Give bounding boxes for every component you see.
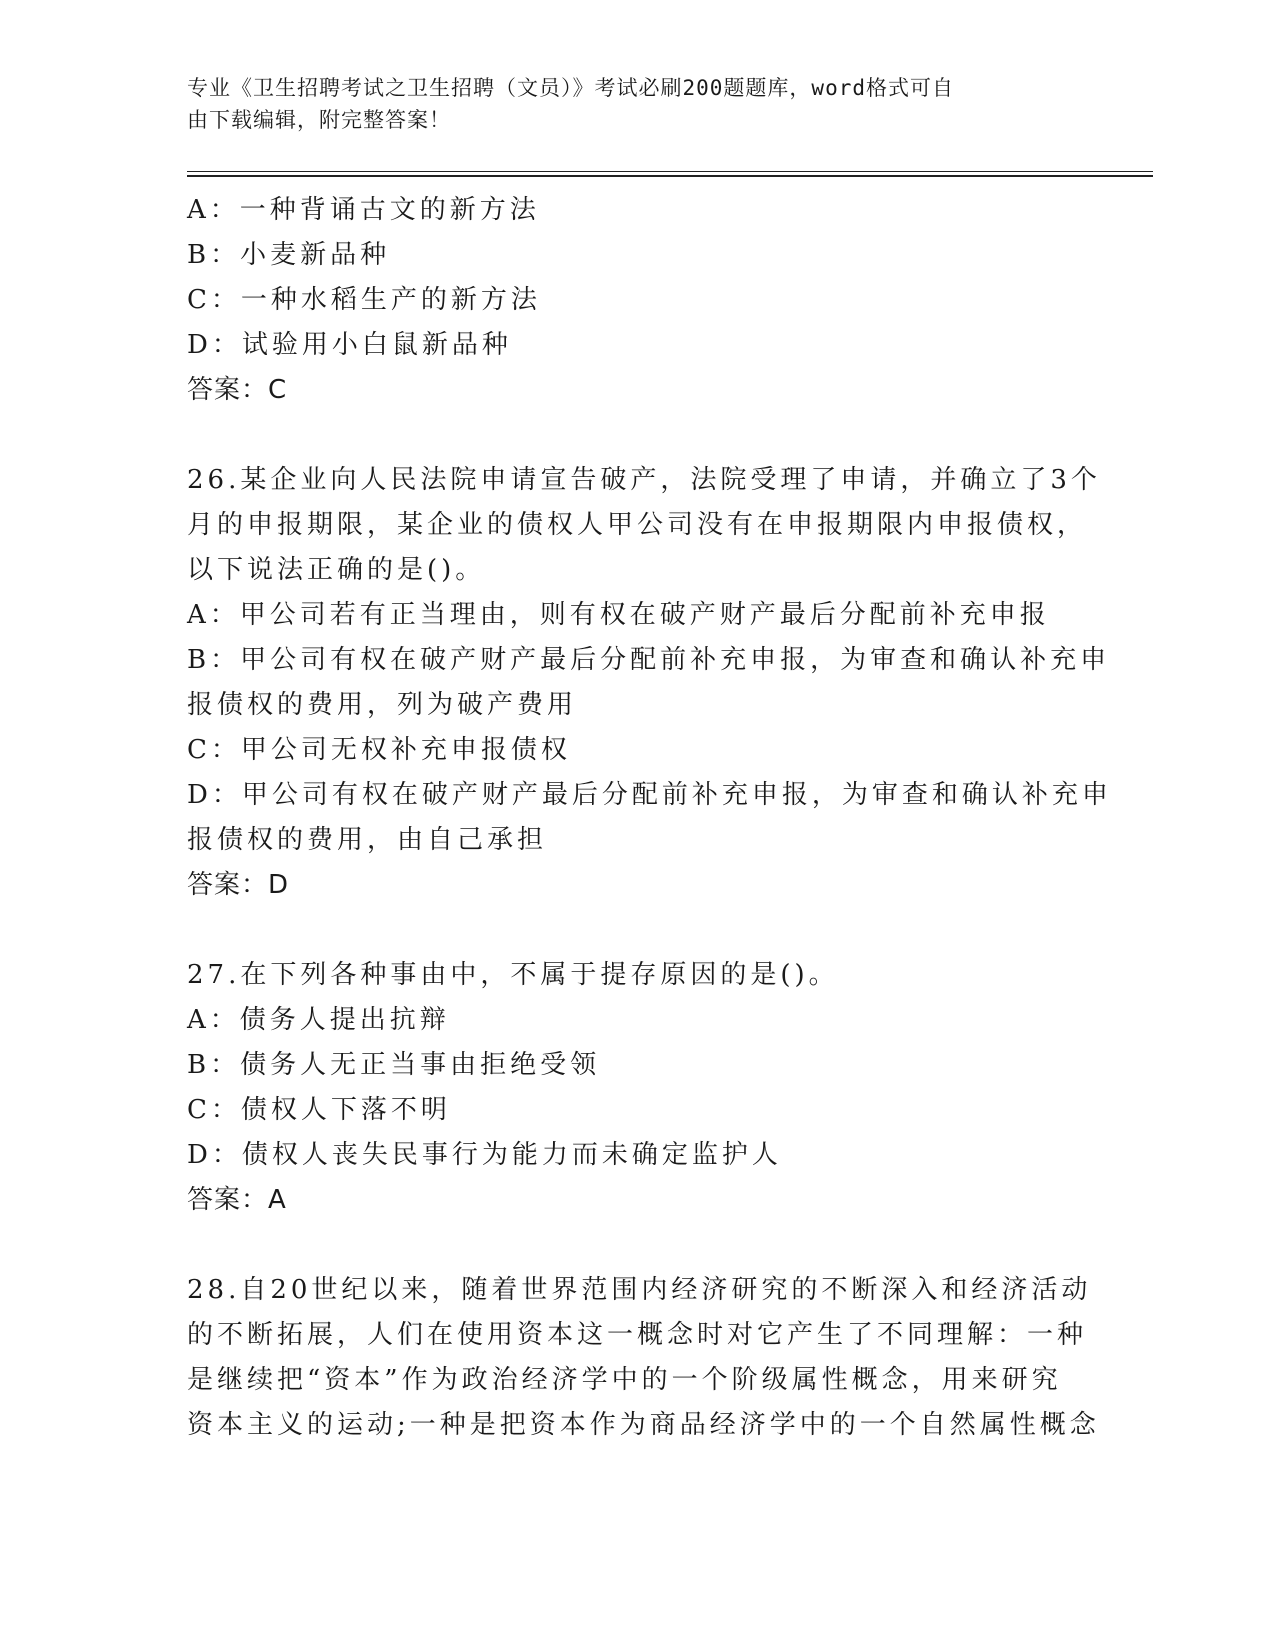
option-c: C：债权人下落不明 bbox=[187, 1095, 451, 1125]
option-c: C：一种水稻生产的新方法 bbox=[187, 285, 541, 315]
option-d: D：试验用小白鼠新品种 bbox=[187, 330, 512, 360]
spacer bbox=[187, 413, 1077, 458]
option-d: D：债权人丧失民事行为能力而未确定监护人 bbox=[187, 1140, 782, 1170]
question-28 bbox=[187, 1268, 1100, 1448]
option-a: A：一种背诵古文的新方法 bbox=[187, 195, 540, 225]
question-stem: 26.某企业向人民法院申请宣告破产，法院受理了申请，并确立了3个 bbox=[187, 465, 1101, 495]
question-25-options bbox=[187, 188, 1077, 413]
option-d-continued: 报债权的费用，由自己承担 bbox=[187, 825, 548, 855]
option-b: B：债务人无正当事由拒绝受领 bbox=[187, 1050, 601, 1080]
spacer bbox=[187, 1223, 1077, 1268]
option-b: B：甲公司有权在破产财产最后分配前补充申报，为审查和确认补充申 bbox=[187, 645, 1111, 675]
header-line-1: 专业《卫生招聘考试之卫生招聘（文员）》考试必刷200题题库，word格式可自 bbox=[187, 76, 954, 100]
header-divider-thin bbox=[187, 171, 1153, 172]
answer: 答案：C bbox=[187, 375, 288, 405]
option-d: D：甲公司有权在破产财产最后分配前补充申报，为审查和确认补充申 bbox=[187, 780, 1112, 810]
question-stem: 资本主义的运动;一种是把资本作为商品经济学中的一个自然属性概念 bbox=[187, 1410, 1100, 1440]
option-a: A：甲公司若有正当理由，则有权在破产财产最后分配前补充申报 bbox=[187, 600, 1050, 630]
question-stem: 的不断拓展，人们在使用资本这一概念时对它产生了不同理解：一种 bbox=[187, 1320, 1088, 1350]
question-27 bbox=[187, 953, 1077, 1223]
question-26 bbox=[187, 458, 1112, 908]
option-b-continued: 报债权的费用，列为破产费用 bbox=[187, 690, 578, 720]
option-a: A：债务人提出抗辩 bbox=[187, 1005, 450, 1035]
question-stem: 28.自20世纪以来，随着世界范围内经济研究的不断深入和经济活动 bbox=[187, 1275, 1092, 1305]
spacer bbox=[187, 908, 1077, 953]
question-stem: 是继续把“资本”作为政治经济学中的一个阶级属性概念，用来研究 bbox=[187, 1365, 1062, 1395]
question-stem: 以下说法正确的是()。 bbox=[187, 555, 486, 585]
document-header bbox=[187, 72, 1067, 136]
option-c: C：甲公司无权补充申报债权 bbox=[187, 735, 571, 765]
header-line-2: 由下载编辑，附完整答案！ bbox=[187, 108, 451, 132]
question-stem: 月的申报期限，某企业的债权人甲公司没有在申报期限内申报债权， bbox=[187, 510, 1088, 540]
question-stem: 27.在下列各种事由中，不属于提存原因的是()。 bbox=[187, 960, 839, 990]
answer: 答案：A bbox=[187, 1185, 287, 1215]
question-content bbox=[187, 188, 1112, 1448]
option-b: B：小麦新品种 bbox=[187, 240, 391, 270]
answer: 答案：D bbox=[187, 870, 290, 900]
header-divider-thick bbox=[187, 175, 1153, 177]
